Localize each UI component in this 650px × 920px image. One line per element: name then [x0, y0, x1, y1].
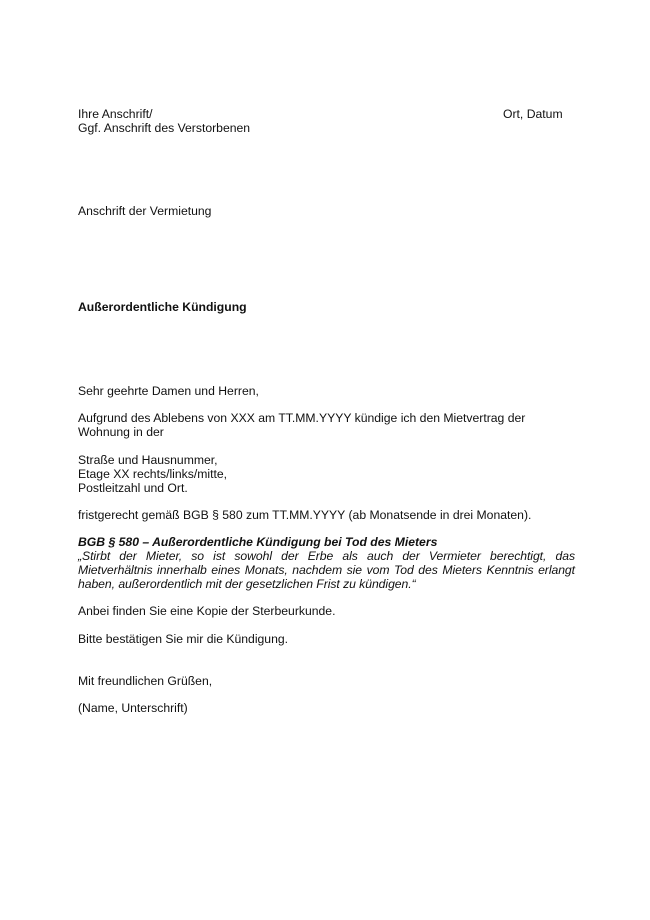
intro-line-1: Aufgrund des Ablebens von XXX am TT.MM.YYYY kündige ich den Mietvertrag der [78, 411, 526, 425]
intro-line-2: Wohnung in der [78, 425, 164, 439]
address-line-2: Etage XX rechts/links/mitte, [78, 467, 228, 481]
sender-address [78, 107, 575, 135]
place-date: Ort, Datum [503, 107, 563, 121]
law-section [78, 535, 575, 591]
salutation: Sehr geehrte Damen und Herren, [78, 384, 259, 398]
sender-line-2: Ggf. Anschrift des Verstorbenen [78, 121, 251, 135]
recipient-address: Anschrift der Vermietung [78, 204, 212, 218]
subject-line: Außerordentliche Kündigung [78, 300, 247, 314]
address-line-3: Postleitzahl und Ort. [78, 481, 188, 495]
attachment-paragraph: Anbei finden Sie eine Kopie der Sterbeurkunde. [78, 604, 336, 618]
intro-paragraph [78, 411, 575, 439]
apartment-address [78, 453, 575, 495]
sender-line-1: Ihre Anschrift/ [78, 107, 153, 121]
address-line-1: Straße und Hausnummer, [78, 453, 218, 467]
deadline-paragraph: fristgerecht gemäß BGB § 580 zum TT.MM.YYYY (ab Monatsende in drei Monaten). [78, 508, 532, 522]
law-heading: BGB § 580 – Außerordentliche Kündigung bei Tod des Mieters [78, 535, 438, 549]
confirmation-paragraph: Bitte bestätigen Sie mir die Kündigung. [78, 632, 289, 646]
law-quote: „Stirbt der Mieter, so ist sowohl der Erbe als auch der Vermieter berechtigt, das Mietverhältnis innerhalb eines Monats, nachdem sie vom Tod des Mieters Kenntnis erlangt haben, außerordentlich mit der gesetzlichen Frist zu kündigen.“ [78, 549, 575, 591]
closing: Mit freundlichen Grüßen, [78, 674, 213, 688]
signature-placeholder: (Name, Unterschrift) [78, 701, 188, 715]
